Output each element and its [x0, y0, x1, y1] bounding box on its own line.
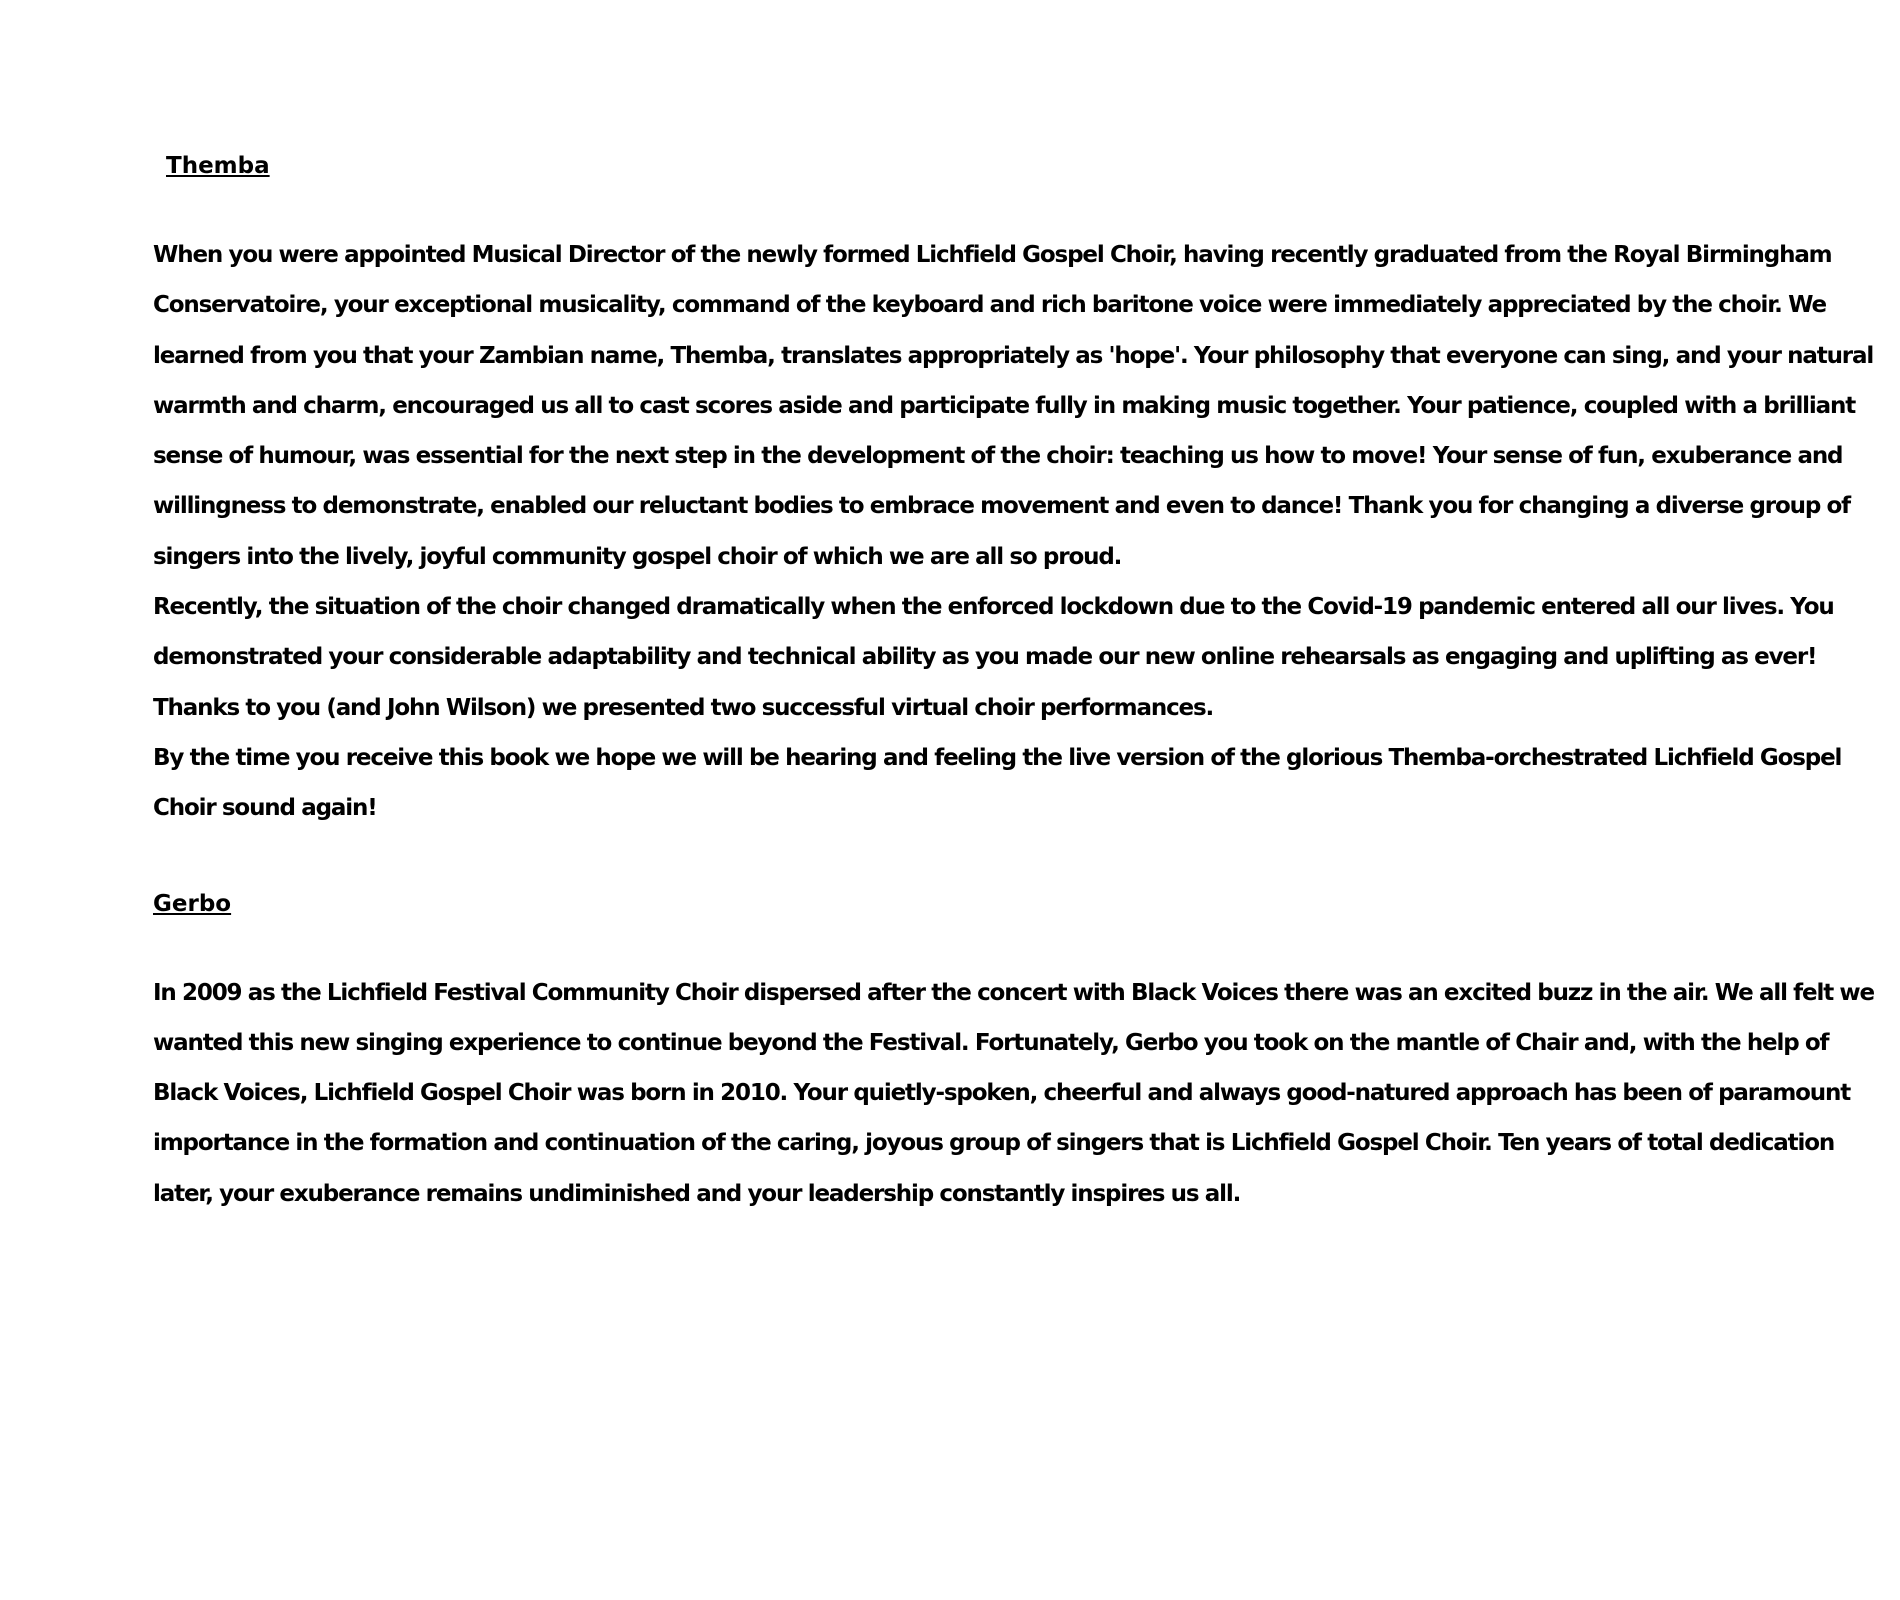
tribute-paragraph-gerbo [153, 968, 1874, 1219]
spacer [153, 834, 1853, 884]
spacer [153, 924, 1853, 968]
section-heading-gerbo: Gerbo [153, 890, 232, 917]
text-line: By the time you receive this book we hope we will be hearing and feeling the live version of the glorious Themba-orchestrated Lichfield Gospel [153, 744, 1842, 771]
text-line: willingness to demonstrate, enabled our reluctant bodies to embrace movement and even to dance! Thank you for changing a diverse group of [153, 493, 1851, 520]
text-line: sense of humour, was essential for the next step in the development of the choir: teaching us how to move! Your sense of fun, exuberance and [153, 443, 1843, 470]
text-line: learned from you that your Zambian name, Themba, translates appropriately as 'hope'. Your philosophy that everyone can sing, and your natural [153, 342, 1874, 369]
text-line: When you were appointed Musical Director of the newly formed Lichfield Gospel Choir, having recently graduated from the Royal Birmingham [153, 242, 1832, 268]
text-line: singers into the lively, joyful community gospel choir of which we are all so proud. [153, 543, 1122, 570]
text-line: Black Voices, Lichfield Gospel Choir was born in 2010. Your quietly-spoken, cheerful and always good-natured approach has been of paramount [153, 1080, 1851, 1107]
text-line: later, your exuberance remains undiminished and your leadership constantly inspires us all. [153, 1180, 1241, 1207]
text-line: Choir sound again! [153, 795, 377, 822]
document-page [153, 146, 1874, 1219]
text-line: In 2009 as the Lichfield Festival Community Choir dispersed after the concert with Black Voices there was an excited buzz in the air. We all felt we [153, 979, 1874, 1006]
text-line: Thanks to you (and John Wilson) we presented two successful virtual choir performances. [153, 694, 1214, 721]
text-line: importance in the formation and continuation of the caring, joyous group of singers that is Lichfield Gospel Choir. Ten years of total dedication [153, 1130, 1835, 1157]
text-line: warmth and charm, encouraged us all to cast scores aside and participate fully in making music together. Your patience, coupled with a brilliant [153, 392, 1856, 419]
text-line: wanted this new singing experience to continue beyond the Festival. Fortunately, Gerbo you took on the mantle of Chair and, with the help of [153, 1029, 1829, 1056]
text-line: demonstrated your considerable adaptability and technical ability as you made our new online rehearsals as engaging and uplifting as ever! [153, 644, 1817, 671]
spacer [153, 186, 1853, 230]
section-heading-themba: Themba [166, 153, 270, 179]
text-line: Conservatoire, your exceptional musicality, command of the keyboard and rich baritone voice were immediately appreciated by the choir. We [153, 292, 1826, 319]
text-line: Recently, the situation of the choir changed dramatically when the enforced lockdown due to the Covid-19 pandemic entered all our lives. You [153, 594, 1834, 621]
tribute-paragraph-themba [153, 230, 1874, 834]
